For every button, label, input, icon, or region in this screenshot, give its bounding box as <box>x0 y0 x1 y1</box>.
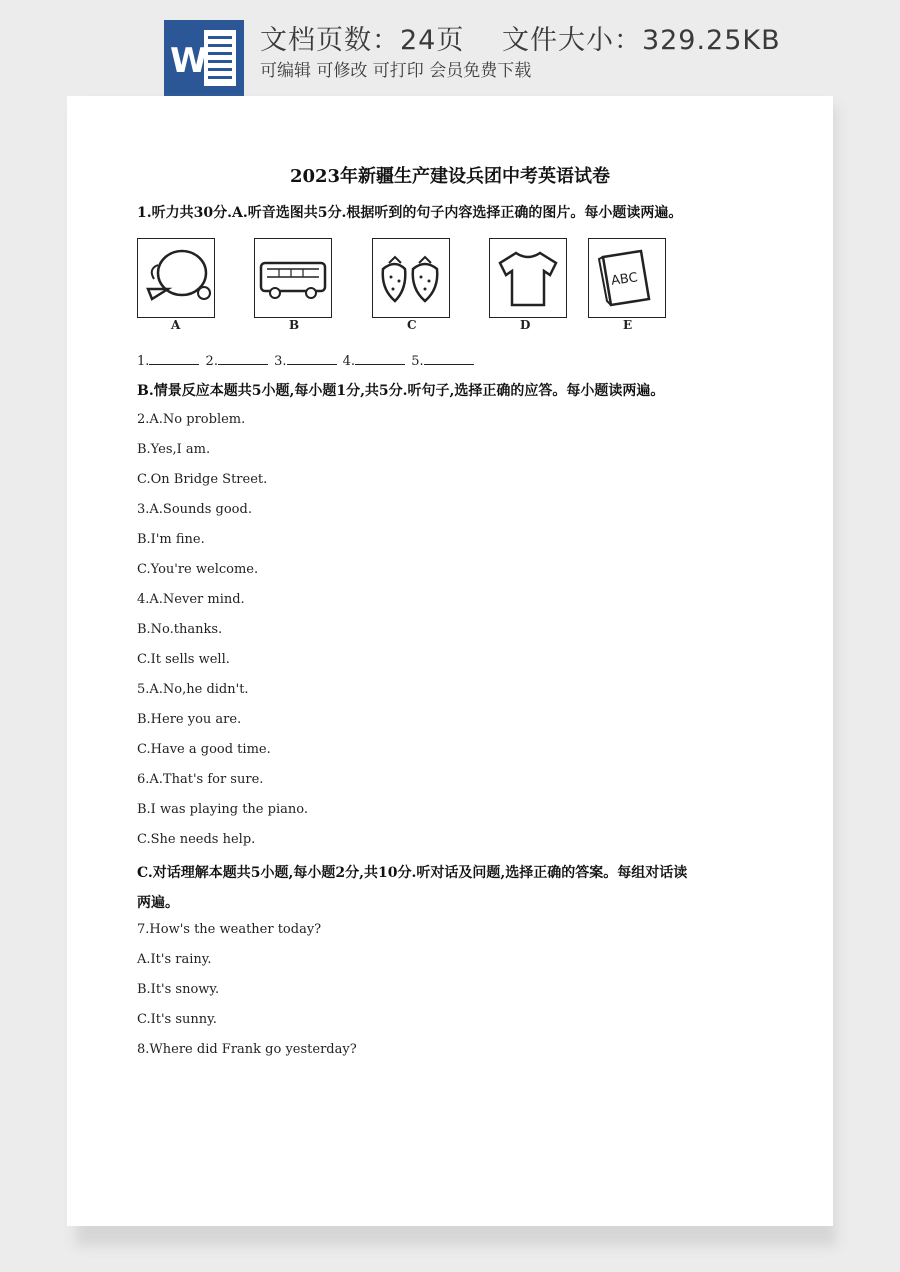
option-line: B.Here you are. <box>137 712 242 727</box>
blank-label-5: 5. <box>411 354 424 369</box>
document-page <box>67 96 833 1226</box>
picture-e <box>588 238 666 318</box>
word-document-icon <box>164 20 244 96</box>
option-line: 4.A.Never mind. <box>137 592 245 607</box>
picture-label-a: A <box>171 318 181 332</box>
tshirt-icon <box>490 239 566 317</box>
svg-text:ABC: ABC <box>610 270 639 289</box>
blank-label-2: 2. <box>205 354 218 369</box>
option-line: 8.Where did Frank go yesterday? <box>137 1042 357 1057</box>
option-line: C.She needs help. <box>137 832 256 847</box>
blank-label-3: 3. <box>274 354 287 369</box>
option-line: 3.A.Sounds good. <box>137 502 252 517</box>
option-line: 2.A.No problem. <box>137 412 246 427</box>
page-header <box>0 0 900 100</box>
picture-label-d: D <box>520 318 531 332</box>
section-b-heading: B.情景反应本题共5小题,每小题1分,共5分.听句子,选择正确的应答。每小题读两遍。 <box>137 383 665 399</box>
option-line: B.I was playing the piano. <box>137 802 308 817</box>
answer-blank-2[interactable] <box>218 352 268 365</box>
section-c-heading-cont: 两遍。 <box>137 895 179 911</box>
picture-c <box>372 238 450 318</box>
option-line: B.It's snowy. <box>137 982 220 997</box>
section-1-heading: 1.听力共30分.A.听音选图共5分.根据听到的句子内容选择正确的图片。每小题读两遍。 <box>137 205 683 221</box>
blank-label-4: 4. <box>342 354 356 369</box>
option-line: B.Yes,I am. <box>137 442 211 457</box>
option-line: C.You're welcome. <box>137 562 259 577</box>
blank-label-1: 1. <box>137 354 150 369</box>
picture-b <box>254 238 332 318</box>
picture-label-c: C <box>407 318 417 332</box>
option-line: B.I'm fine. <box>137 532 205 547</box>
option-line: 7.How's the weather today? <box>137 922 322 937</box>
bus-icon <box>255 239 331 317</box>
option-line: C.On Bridge Street. <box>137 472 268 487</box>
section-c-heading: C.对话理解本题共5小题,每小题2分,共10分.听对话及问题,选择正确的答案。每组对话读 <box>137 865 688 881</box>
strawberry-icon <box>373 239 449 317</box>
picture-label-b: B <box>289 318 300 332</box>
word-letter: W <box>170 41 208 81</box>
option-line: C.Have a good time. <box>137 742 271 757</box>
option-line: C.It sells well. <box>137 652 230 667</box>
option-line: 5.A.No,he didn't. <box>137 682 249 697</box>
ping-pong-icon <box>138 239 214 317</box>
option-line: C.It's sunny. <box>137 1012 217 1027</box>
answer-blank-3[interactable] <box>287 352 337 365</box>
abc-book-icon <box>589 239 665 317</box>
file-info-title: 文档页数：24页 文件大小：329.25KB <box>260 25 781 56</box>
answer-blank-5[interactable] <box>424 352 474 365</box>
picture-d <box>489 238 567 318</box>
picture-a <box>137 238 215 318</box>
picture-label-e: E <box>623 318 633 332</box>
option-line: B.No.thanks. <box>137 622 223 637</box>
file-info-subtitle: 可编辑 可修改 可打印 会员免费下载 <box>260 61 532 81</box>
option-line: 6.A.That's for sure. <box>137 772 264 787</box>
answer-blank-1[interactable] <box>149 352 199 365</box>
option-line: A.It's rainy. <box>137 952 212 967</box>
answer-blank-4[interactable] <box>355 352 405 365</box>
answer-blanks-row <box>137 352 476 369</box>
document-title: 2023年新疆生产建设兵团中考英语试卷 <box>289 166 611 187</box>
